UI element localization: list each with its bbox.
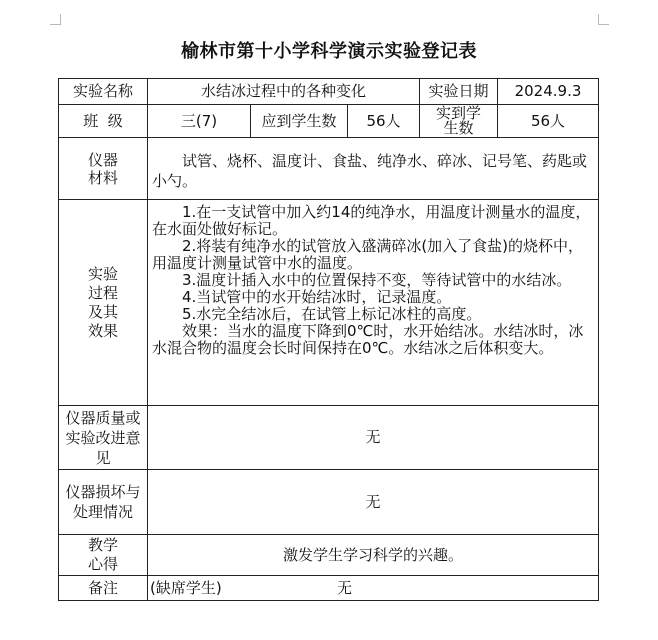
- page-corner-mark-right: [598, 14, 609, 25]
- process-step: 1.在一支试管中加入约14的纯净水，用温度计测量水的温度，在水面处做好标记。: [152, 203, 591, 238]
- absent-students-label: (缺席学生): [150, 578, 222, 597]
- process-step: 3.温度计插入水中的位置保持不变，等待试管中的水结冰。: [182, 271, 572, 289]
- quality-value: 无: [147, 405, 599, 470]
- actual-students-label: 实到学生数: [419, 104, 498, 138]
- experiment-name-label: 实验名称: [58, 78, 148, 105]
- process-step: 5.水完全结冰后，在试管上标记冰柱的高度。: [182, 305, 482, 323]
- document-title: 榆林市第十小学科学演示实验登记表: [181, 41, 477, 62]
- quality-label: 仪器质量或实验改进意见: [58, 405, 148, 470]
- class-label: 班 级: [58, 104, 148, 138]
- page-corner-mark-left: [50, 14, 61, 25]
- remarks-label: 备注: [58, 575, 148, 601]
- damage-label: 仪器损坏与处理情况: [58, 469, 148, 535]
- process-step: 4.当试管中的水开始结冰时，记录温度。: [182, 288, 452, 306]
- equipment-label: 仪器材料: [58, 137, 148, 200]
- actual-students-value: 56人: [497, 104, 599, 138]
- process-content: [147, 199, 599, 406]
- reflection-label: 教学心得: [58, 534, 148, 576]
- registration-form: [58, 78, 599, 601]
- remarks-value: [147, 575, 599, 601]
- process-label: 实验过程及其效果: [58, 199, 148, 406]
- equipment-value: [147, 137, 599, 200]
- experiment-date-label: 实验日期: [419, 78, 498, 105]
- class-value: 三(7): [147, 104, 251, 138]
- experiment-date-value: 2024.9.3: [497, 78, 599, 105]
- experiment-name-value: 水结冰过程中的各种变化: [147, 78, 420, 105]
- damage-value: 无: [147, 469, 599, 535]
- equipment-text: 试管、烧杯、温度计、食盐、纯净水、碎冰、记号笔、药匙或小勺。: [152, 152, 588, 190]
- expected-students-value: 56人: [347, 104, 420, 138]
- expected-students-label: 应到学生数: [250, 104, 348, 138]
- process-step: 2.将装有纯净水的试管放入盛满碎冰(加入了食盐)的烧杯中，用温度计测量试管中水的温度。: [152, 237, 584, 272]
- reflection-value: 激发学生学习科学的兴趣。: [147, 534, 599, 576]
- process-effect: 效果：当水的温度下降到0℃时，水开始结冰。水结冰时，冰水混合物的温度会长时间保持在0℃。水结冰之后体积变大。: [152, 322, 584, 357]
- absent-students-value: 无: [337, 578, 353, 597]
